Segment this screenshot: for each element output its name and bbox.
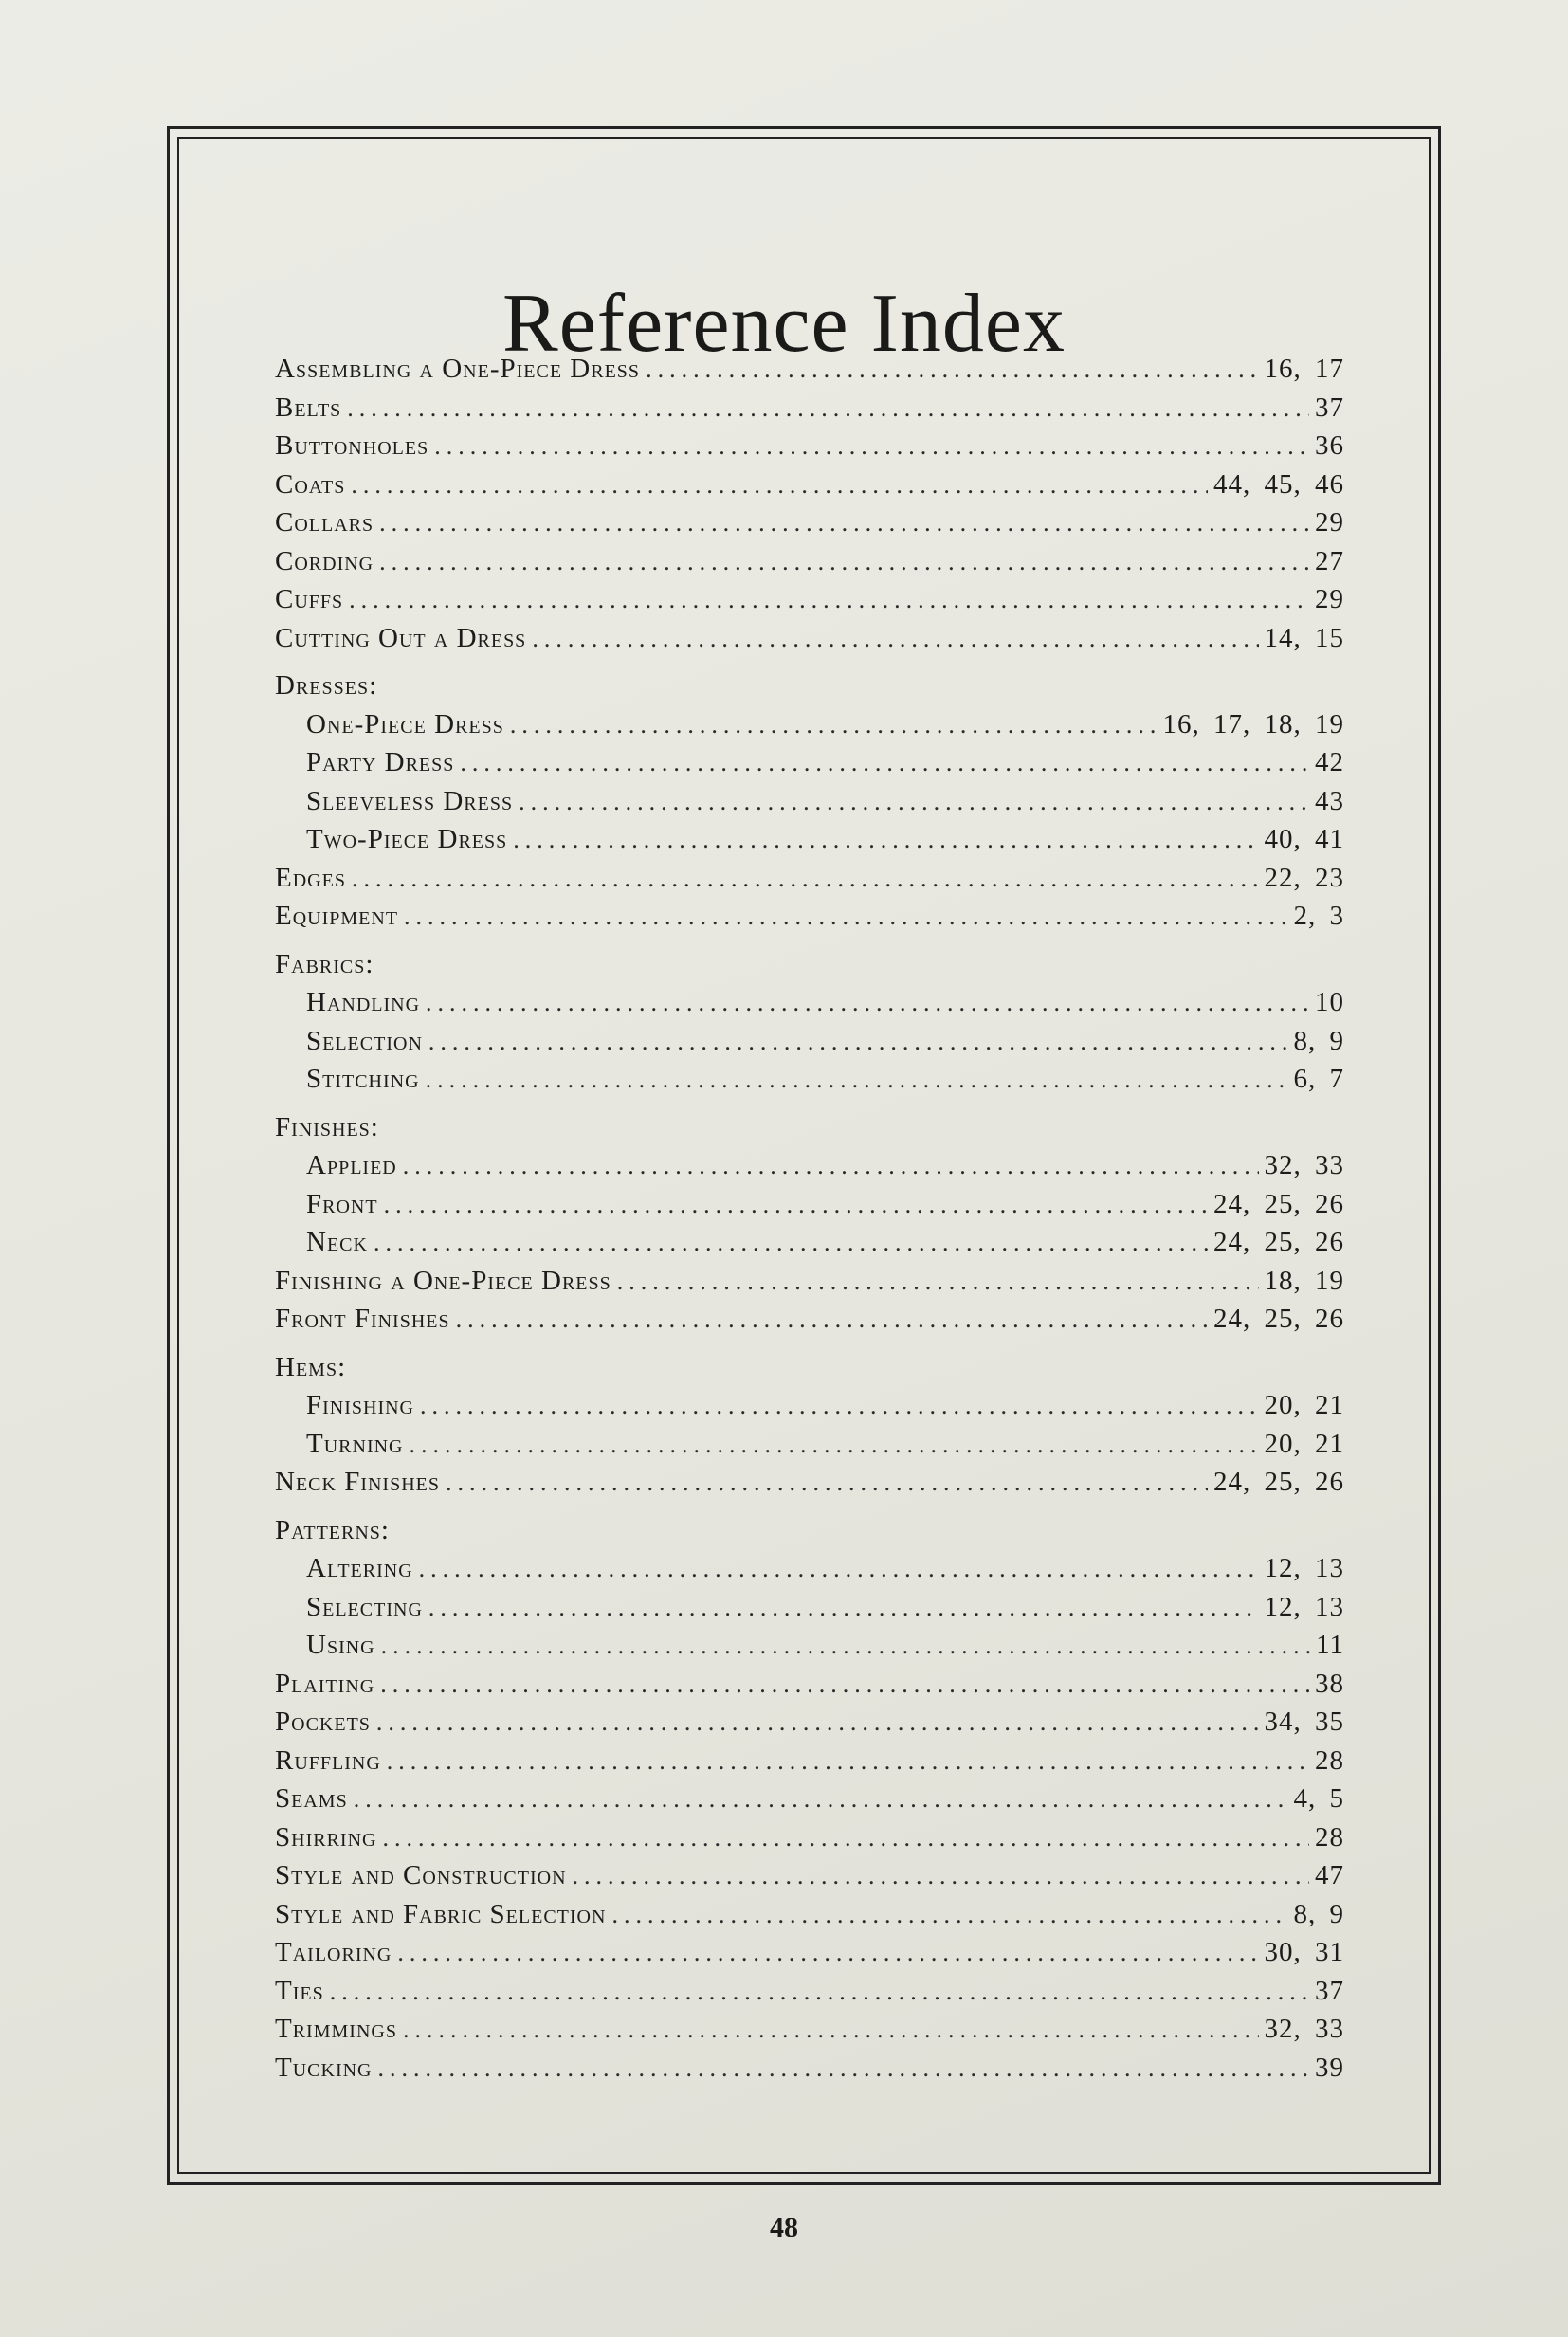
index-entry-pages: 27 bbox=[1315, 545, 1344, 576]
index-entry-label: Using bbox=[306, 1630, 375, 1660]
index-entry-pages: 12, 13 bbox=[1264, 1553, 1344, 1583]
dot-leader bbox=[446, 1464, 1208, 1503]
index-entry-pages: 6, 7 bbox=[1293, 1064, 1344, 1094]
dot-leader bbox=[354, 1780, 1288, 1819]
index-entry-label: Selection bbox=[306, 1025, 423, 1056]
index-subentry bbox=[275, 1146, 1344, 1185]
index-entry-label: Pockets bbox=[275, 1707, 371, 1737]
dot-leader bbox=[510, 706, 1158, 745]
index-subentry bbox=[275, 1185, 1344, 1224]
index-entry bbox=[275, 389, 1344, 428]
dot-leader bbox=[532, 620, 1258, 659]
index-entry bbox=[275, 1511, 1344, 1550]
index-entry bbox=[275, 1108, 1344, 1147]
index-entry-pages: 24, 25, 26 bbox=[1213, 1467, 1344, 1497]
dot-leader bbox=[434, 428, 1309, 466]
index-entry-pages: 10 bbox=[1315, 987, 1344, 1017]
index-entry-label: Cording bbox=[275, 545, 374, 576]
index-entry-label: Style and Construction bbox=[275, 1860, 567, 1890]
index-entry bbox=[275, 1780, 1344, 1818]
index-entry-label: Front bbox=[306, 1188, 378, 1219]
index-entry-pages: 37 bbox=[1315, 1975, 1344, 2006]
index-entry-label: Handling bbox=[306, 987, 421, 1017]
index-entry-label: Belts bbox=[275, 392, 342, 423]
index-entry-label: One-Piece Dress bbox=[306, 708, 504, 739]
dot-leader bbox=[410, 1426, 1259, 1465]
dot-leader bbox=[419, 1550, 1259, 1589]
index-entry-pages: 43 bbox=[1315, 785, 1344, 816]
index-entry-pages: 44, 45, 46 bbox=[1213, 468, 1344, 500]
index-entry bbox=[275, 2049, 1344, 2088]
index-entry bbox=[275, 1856, 1344, 1895]
index-entry-pages: 24, 25, 26 bbox=[1213, 1227, 1344, 1257]
index-entry bbox=[275, 427, 1344, 466]
index-entry-pages: 2, 3 bbox=[1293, 901, 1344, 931]
dot-leader bbox=[611, 1896, 1287, 1935]
dot-leader bbox=[460, 744, 1309, 783]
dot-leader bbox=[382, 1819, 1309, 1858]
index-entry-pages: 32, 33 bbox=[1264, 2014, 1344, 2044]
dot-leader bbox=[519, 783, 1309, 822]
index-entry-label: Coats bbox=[275, 468, 346, 500]
index-entry bbox=[275, 1818, 1344, 1857]
index-entry-pages: 14, 15 bbox=[1264, 622, 1344, 653]
index-entry-label: Front Finishes bbox=[275, 1304, 450, 1334]
dot-leader bbox=[420, 1387, 1258, 1426]
index-entry bbox=[275, 542, 1344, 581]
index-entry bbox=[275, 1742, 1344, 1780]
dot-leader bbox=[456, 1301, 1208, 1340]
index-entry-pages: 34, 35 bbox=[1264, 1707, 1344, 1737]
index-subentry bbox=[275, 1425, 1344, 1464]
index-entry bbox=[275, 2010, 1344, 2049]
dot-leader bbox=[617, 1263, 1259, 1302]
dot-leader bbox=[387, 1743, 1309, 1781]
dot-leader bbox=[428, 1023, 1288, 1062]
index-entry-label: Buttonholes bbox=[275, 430, 429, 461]
dot-leader bbox=[513, 821, 1258, 860]
index-entry-label: Finishing bbox=[306, 1390, 415, 1420]
index-subentry bbox=[275, 820, 1344, 859]
dot-leader bbox=[347, 390, 1309, 429]
index-entry-pages: 37 bbox=[1315, 392, 1344, 423]
dot-leader bbox=[379, 504, 1309, 543]
index-entry-label: Shirring bbox=[275, 1821, 377, 1853]
index-entry bbox=[275, 1348, 1344, 1387]
index-subentry bbox=[275, 1549, 1344, 1588]
index-entry-label: Cutting Out a Dress bbox=[275, 622, 527, 653]
index-entry-label: Hems: bbox=[275, 1351, 347, 1382]
index-entry-label: Edges bbox=[275, 862, 346, 893]
dot-leader bbox=[426, 1061, 1288, 1100]
dot-leader bbox=[646, 351, 1258, 390]
index-entry-pages: 28 bbox=[1315, 1821, 1344, 1853]
dot-leader bbox=[352, 860, 1259, 899]
index-entry bbox=[275, 1703, 1344, 1742]
index-entry-label: Altering bbox=[306, 1553, 413, 1583]
index-entry-label: Ties bbox=[275, 1975, 324, 2006]
index-entry-label: Finishes: bbox=[275, 1111, 379, 1142]
page-number: 48 bbox=[770, 2212, 798, 2243]
index-entry bbox=[275, 619, 1344, 658]
index-entry-pages: 39 bbox=[1315, 2052, 1344, 2083]
index-subentry bbox=[275, 743, 1344, 782]
dot-leader bbox=[351, 466, 1208, 505]
index-entry bbox=[275, 1262, 1344, 1301]
index-entry-pages: 8, 9 bbox=[1293, 1025, 1344, 1056]
index-entry-label: Patterns: bbox=[275, 1514, 390, 1545]
index-entry-label: Style and Fabric Selection bbox=[275, 1898, 607, 1929]
index-entry bbox=[275, 945, 1344, 984]
index-entry-pages: 20, 21 bbox=[1264, 1390, 1344, 1420]
index-entry-pages: 47 bbox=[1315, 1860, 1344, 1890]
dot-leader bbox=[374, 1224, 1208, 1263]
index-subentry bbox=[275, 1386, 1344, 1425]
index-entry-label: Collars bbox=[275, 507, 374, 538]
index-subentry bbox=[275, 1060, 1344, 1099]
index-entry-pages: 22, 23 bbox=[1264, 862, 1344, 893]
index-entry-pages: 40, 41 bbox=[1264, 824, 1344, 854]
index-entry-label: Fabrics: bbox=[275, 948, 374, 979]
index-entry-pages: 20, 21 bbox=[1264, 1428, 1344, 1459]
index-entry-pages: 32, 33 bbox=[1264, 1150, 1344, 1180]
index-entry bbox=[275, 1895, 1344, 1934]
index-subentry bbox=[275, 1223, 1344, 1262]
dot-leader bbox=[403, 2011, 1259, 2050]
index-entry bbox=[275, 666, 1344, 705]
index-entry-label: Turning bbox=[306, 1428, 404, 1459]
index-subentry bbox=[275, 782, 1344, 821]
index-entry-pages: 29 bbox=[1315, 507, 1344, 538]
index-entry-pages: 12, 13 bbox=[1264, 1591, 1344, 1622]
page-title: Reference Index bbox=[502, 277, 1066, 370]
index-subentry bbox=[275, 1588, 1344, 1627]
index-subentry bbox=[275, 705, 1344, 744]
index-entry-label: Neck bbox=[306, 1227, 368, 1257]
index-entry-pages: 28 bbox=[1315, 1744, 1344, 1776]
index-entry-label: Assembling a One-Piece Dress bbox=[275, 354, 641, 384]
index-entry-label: Plaiting bbox=[275, 1668, 375, 1699]
index-subentry bbox=[275, 1022, 1344, 1061]
index-entry bbox=[275, 1665, 1344, 1704]
dot-leader bbox=[403, 1147, 1259, 1186]
index-entry-label: Cuffs bbox=[275, 584, 344, 614]
dot-leader bbox=[381, 1627, 1310, 1666]
dot-leader bbox=[428, 1589, 1259, 1628]
index-entry bbox=[275, 897, 1344, 936]
index-entry bbox=[275, 859, 1344, 898]
index-entry-pages: 38 bbox=[1315, 1668, 1344, 1699]
index-entry-pages: 16, 17, 18, 19 bbox=[1162, 708, 1344, 739]
index-entry-pages: 18, 19 bbox=[1264, 1265, 1344, 1296]
index-entry-pages: 11 bbox=[1316, 1630, 1344, 1660]
index-entry-label: Finishing a One-Piece Dress bbox=[275, 1265, 611, 1296]
reference-index-list bbox=[275, 350, 1344, 2087]
dot-leader bbox=[573, 1857, 1309, 1896]
index-entry bbox=[275, 580, 1344, 619]
index-entry bbox=[275, 1933, 1344, 1972]
index-entry bbox=[275, 466, 1344, 504]
index-entry-label: Equipment bbox=[275, 901, 399, 931]
index-subentry bbox=[275, 1626, 1344, 1665]
dot-leader bbox=[380, 1666, 1309, 1705]
index-entry-label: Tucking bbox=[275, 2052, 373, 2083]
dot-leader bbox=[376, 1704, 1259, 1743]
index-entry-pages: 36 bbox=[1315, 430, 1344, 461]
index-entry-pages: 29 bbox=[1315, 584, 1344, 614]
index-entry-label: Sleeveless Dress bbox=[306, 785, 514, 816]
dot-leader bbox=[404, 898, 1287, 937]
index-entry bbox=[275, 1972, 1344, 2011]
index-entry-label: Tailoring bbox=[275, 1937, 392, 1967]
index-entry bbox=[275, 1300, 1344, 1339]
index-entry-label: Trimmings bbox=[275, 2014, 397, 2044]
dot-leader bbox=[397, 1934, 1258, 1973]
index-entry-label: Dresses: bbox=[275, 670, 378, 701]
index-entry bbox=[275, 503, 1344, 542]
dot-leader bbox=[384, 1186, 1208, 1225]
index-entry-label: Stitching bbox=[306, 1064, 420, 1094]
index-entry-label: Selecting bbox=[306, 1591, 423, 1622]
index-entry bbox=[275, 1463, 1344, 1502]
index-entry bbox=[275, 350, 1344, 389]
index-entry-label: Seams bbox=[275, 1783, 348, 1814]
index-entry-pages: 42 bbox=[1315, 747, 1344, 777]
index-subentry bbox=[275, 983, 1344, 1022]
dot-leader bbox=[426, 984, 1309, 1023]
index-entry-label: Ruffling bbox=[275, 1744, 381, 1776]
index-entry-pages: 30, 31 bbox=[1264, 1937, 1344, 1967]
index-entry-label: Party Dress bbox=[306, 747, 455, 777]
index-entry-pages: 24, 25, 26 bbox=[1213, 1188, 1344, 1219]
index-entry-label: Neck Finishes bbox=[275, 1467, 440, 1497]
index-entry-pages: 4, 5 bbox=[1293, 1783, 1344, 1814]
index-entry-label: Applied bbox=[306, 1150, 397, 1180]
dot-leader bbox=[379, 543, 1309, 582]
index-entry-label: Two-Piece Dress bbox=[306, 824, 508, 854]
index-entry-pages: 8, 9 bbox=[1293, 1898, 1344, 1929]
dot-leader bbox=[330, 1973, 1309, 2012]
dot-leader bbox=[349, 581, 1309, 620]
dot-leader bbox=[378, 2050, 1310, 2089]
index-entry-pages: 24, 25, 26 bbox=[1213, 1304, 1344, 1334]
index-entry-pages: 16, 17 bbox=[1264, 354, 1344, 384]
